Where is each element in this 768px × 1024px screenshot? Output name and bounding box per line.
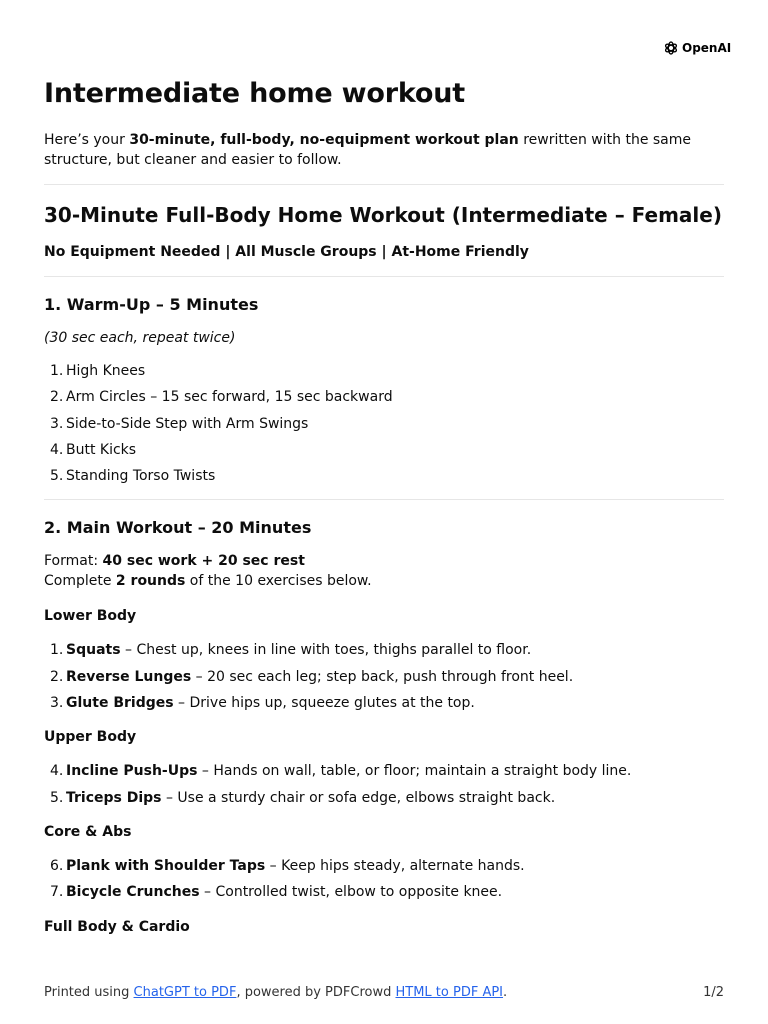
exercise-list — [44, 853, 724, 906]
group-heading: Full Body & Cardio — [44, 918, 190, 935]
exercise-description: – Chest up, knees in line with toes, thighs parallel to floor. — [120, 642, 532, 659]
exercise-item — [44, 637, 724, 663]
list-number: 3. — [50, 415, 64, 432]
main-heading: 2. Main Workout – 20 Minutes — [44, 518, 312, 538]
exercise-name: Plank with Shoulder Taps — [66, 857, 266, 874]
intro-paragraph — [44, 130, 724, 170]
chatgpt-to-pdf-link[interactable]: ChatGPT to PDF — [133, 985, 237, 1000]
format-label: Format: — [44, 553, 103, 570]
exercise-description: – Controlled twist, elbow to opposite knee. — [199, 884, 503, 901]
complete-suffix: of the 10 exercises below. — [185, 573, 372, 590]
exercise-description: – 20 sec each leg; step back, push through front heel. — [191, 668, 574, 685]
exercise-description: – Keep hips steady, alternate hands. — [265, 857, 525, 874]
exercise-description: – Hands on wall, table, or floor; maintain a straight body line. — [197, 763, 632, 780]
divider — [44, 499, 724, 500]
list-number: 7. — [50, 884, 64, 901]
divider — [44, 184, 724, 185]
exercise-item — [44, 664, 724, 690]
warmup-item-text: High Knees — [66, 363, 146, 379]
list-number: 4. — [50, 441, 64, 458]
list-number: 4. — [50, 763, 64, 780]
html-to-pdf-api-link[interactable]: HTML to PDF API — [395, 985, 504, 1000]
exercise-name: Bicycle Crunches — [66, 884, 200, 901]
intro-bold: 30-minute, full-body, no-equipment workout plan — [129, 132, 519, 148]
group-heading: Lower Body — [44, 608, 137, 625]
exercise-description: – Use a sturdy chair or sofa edge, elbows straight back. — [161, 789, 556, 806]
list-number: 1. — [50, 363, 64, 379]
exercise-list — [44, 758, 724, 811]
list-number: 2. — [50, 389, 64, 406]
exercise-groups — [44, 606, 724, 936]
exercise-item — [44, 853, 724, 879]
footer-middle: , powered by PDFCrowd — [236, 985, 396, 1000]
warmup-item-text: Standing Torso Twists — [66, 468, 216, 485]
list-number: 6. — [50, 857, 64, 874]
warmup-item — [44, 437, 724, 463]
warmup-item-text: Butt Kicks — [66, 441, 137, 458]
group-heading: Core & Abs — [44, 823, 132, 840]
list-number: 5. — [50, 789, 64, 806]
exercise-item — [44, 879, 724, 905]
format-line — [44, 551, 724, 571]
exercise-item — [44, 690, 724, 716]
exercise-description: – Drive hips up, squeeze glutes at the top. — [173, 695, 475, 712]
warmup-item — [44, 384, 724, 410]
footer-prefix: Printed using — [44, 985, 134, 1000]
exercise-item — [44, 785, 724, 811]
document-body — [44, 76, 724, 948]
exercise-name: Squats — [66, 642, 121, 659]
exercise-name: Glute Bridges — [66, 695, 174, 712]
exercise-list — [44, 637, 724, 716]
warmup-item — [44, 463, 724, 489]
plan-title: 30-Minute Full-Body Home Workout (Intermediate – Female) — [44, 203, 722, 227]
complete-prefix: Complete — [44, 573, 116, 590]
warmup-heading: 1. Warm-Up – 5 Minutes — [44, 295, 259, 314]
warmup-item — [44, 358, 724, 384]
openai-knot-icon — [663, 40, 679, 56]
page-number: 1/2 — [703, 985, 724, 1000]
complete-line — [44, 571, 724, 591]
intro-suffix: rewritten with the same structure, but cleaner and easier to follow. — [44, 132, 692, 168]
warmup-note: (30 sec each, repeat twice) — [44, 330, 236, 346]
list-number: 3. — [50, 695, 64, 712]
exercise-name: Reverse Lunges — [66, 668, 192, 685]
exercise-name: Triceps Dips — [66, 789, 162, 806]
warmup-list — [44, 358, 724, 489]
intro-prefix: Here’s your — [44, 132, 130, 148]
footer-suffix: . — [503, 985, 508, 1000]
list-number: 2. — [50, 668, 64, 685]
plan-subtitle: No Equipment Needed | All Muscle Groups | At-Home Friendly — [44, 244, 529, 260]
exercise-item — [44, 758, 724, 784]
page-title: Intermediate home workout — [44, 78, 466, 109]
divider — [44, 276, 724, 277]
exercise-name: Incline Push-Ups — [66, 763, 198, 780]
format-value: 40 sec work + 20 sec rest — [102, 553, 305, 570]
logo-text: OpenAI — [682, 41, 732, 55]
footer — [44, 984, 724, 1002]
openai-logo — [663, 40, 731, 56]
warmup-item-text: Side-to-Side Step with Arm Swings — [66, 415, 309, 432]
warmup-item — [44, 411, 724, 437]
warmup-item-text: Arm Circles – 15 sec forward, 15 sec backward — [66, 389, 393, 406]
list-number: 5. — [50, 468, 64, 485]
complete-bold: 2 rounds — [115, 573, 186, 590]
group-heading: Upper Body — [44, 729, 137, 746]
list-number: 1. — [50, 642, 64, 659]
